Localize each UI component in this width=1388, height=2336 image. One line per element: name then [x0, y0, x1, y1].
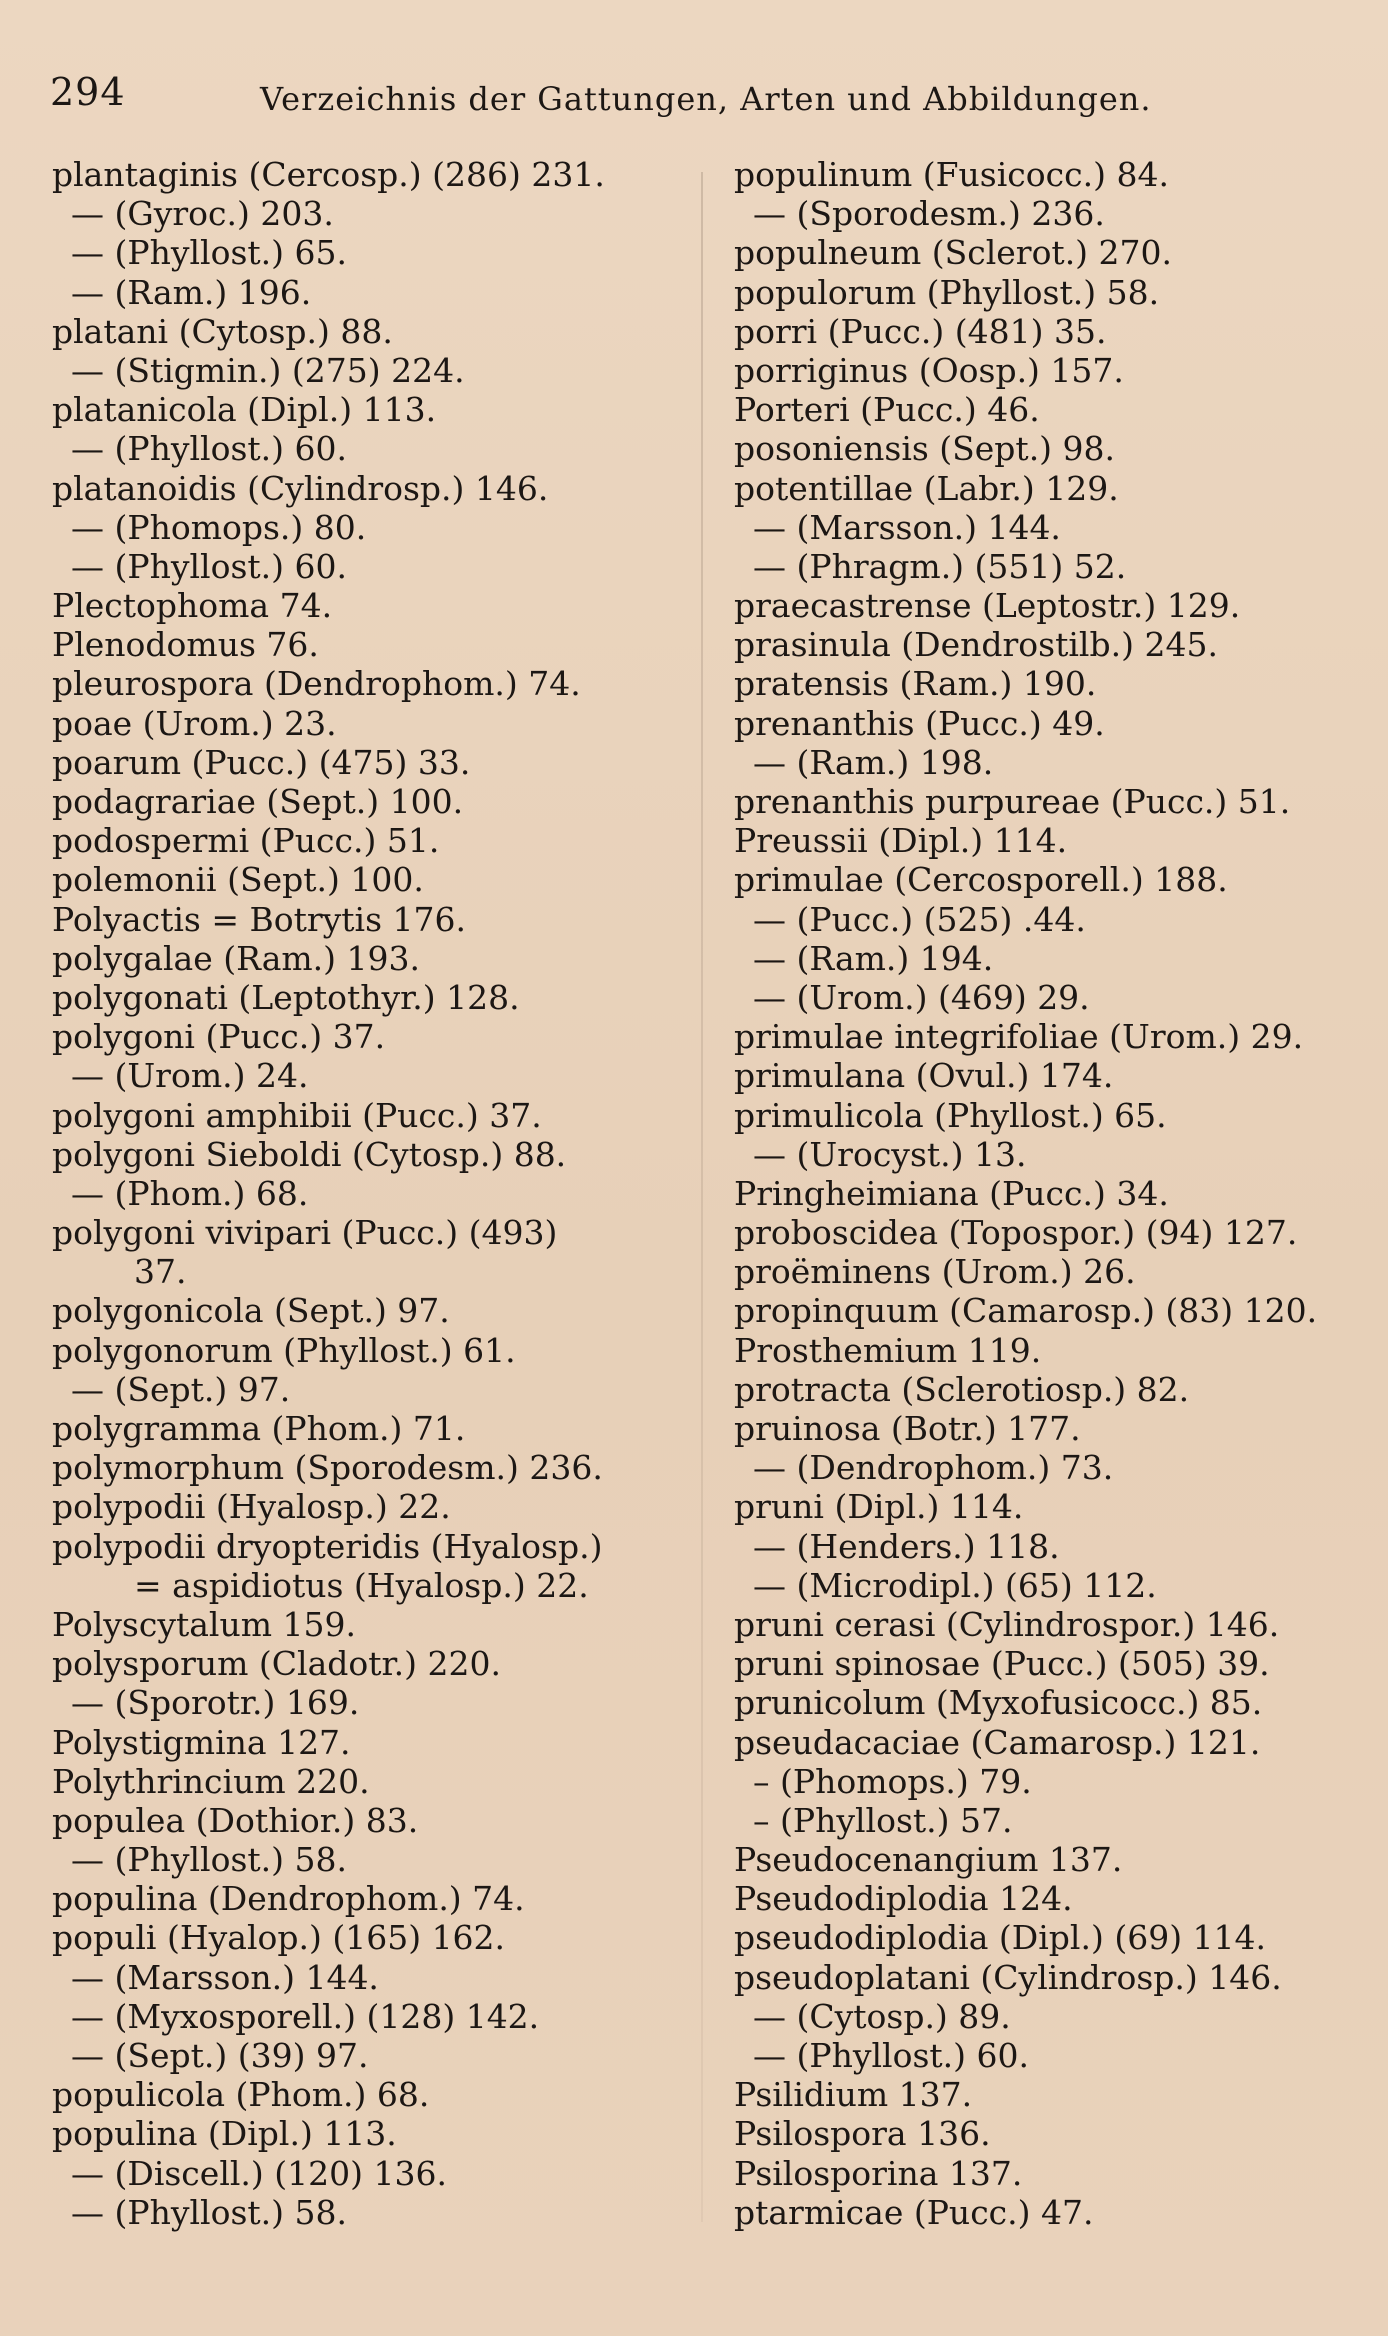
index-entry: Plectophoma 74. [52, 586, 333, 626]
index-entry: — (Henders.) 118. [753, 1526, 1060, 1566]
index-entry: pruni spinosae (Pucc.) (505) 39. [734, 1644, 1270, 1684]
index-entry: Preussii (Dipl.) 114. [734, 821, 1068, 861]
index-entry: populinum (Fusicocc.) 84. [734, 155, 1169, 194]
index-entry: — (Sporodesm.) 236. [753, 194, 1105, 234]
index-column-left [52, 155, 692, 2232]
index-entry: podagrariae (Sept.) 100. [52, 782, 464, 821]
index-entry: pruni cerasi (Cylindrospor.) 146. [734, 1604, 1280, 1644]
index-entry: — (Marsson.) 144. [71, 1957, 379, 1997]
index-entry: – (Phomops.) 79. [753, 1761, 1032, 1801]
index-entry: Polystigmina 127. [52, 1722, 351, 1762]
index-entry: — (Gyroc.) 203. [71, 194, 334, 234]
index-entry: — (Sept.) 97. [71, 1369, 291, 1409]
index-entry: posoniensis (Sept.) 98. [734, 429, 1116, 469]
index-entry: prasinula (Dendrostilb.) 245. [734, 625, 1218, 665]
index-entry: Pringheimiana (Pucc.) 34. [734, 1173, 1169, 1213]
index-entry: prunicolum (Myxofusicocc.) 85. [734, 1683, 1263, 1723]
index-entry: populneum (Sclerot.) 270. [734, 233, 1173, 273]
index-entry: Psilidium 137. [734, 2075, 973, 2115]
index-entry: polypodii (Hyalosp.) 22. [52, 1487, 451, 1527]
index-entry: — (Phyllost.) 65. [71, 233, 347, 273]
index-entry: platanoidis (Cylindrosp.) 146. [52, 468, 549, 508]
index-entry: potentillae (Labr.) 129. [734, 468, 1119, 508]
index-entry: — (Sporotr.) 169. [71, 1683, 360, 1723]
index-entry: poae (Urom.) 23. [52, 703, 337, 743]
index-entry: primulana (Ovul.) 174. [734, 1056, 1114, 1096]
index-entry: polysporum (Cladotr.) 220. [52, 1644, 502, 1684]
index-entry: plantaginis (Cercosp.) (286) 231. [52, 155, 605, 194]
index-entry: propinquum (Camarosp.) (83) 120. [734, 1291, 1318, 1331]
index-entry: Porteri (Pucc.) 46. [734, 390, 1040, 430]
index-entry: — (Phyllost.) 60. [71, 546, 347, 586]
index-entry: prenanthis purpureae (Pucc.) 51. [734, 782, 1291, 821]
index-entry: — (Stigmin.) (275) 224. [71, 350, 465, 390]
index-entry: primulae integrifoliae (Urom.) 29. [734, 1017, 1304, 1057]
index-entry: polygalae (Ram.) 193. [52, 938, 421, 978]
index-entry: Plenodomus 76. [52, 625, 319, 665]
index-entry: Prosthemium 119. [734, 1330, 1042, 1370]
index-entry: polygonorum (Phyllost.) 61. [52, 1330, 516, 1370]
index-entry: polygonati (Leptothyr.) 128. [52, 977, 520, 1017]
column-divider [701, 172, 703, 2222]
index-column-right [734, 155, 1354, 2232]
index-entry: — (Phyllost.) 60. [753, 2036, 1029, 2075]
index-entry: Polythrincium 220. [52, 1761, 370, 1801]
index-entry: populina (Dendrophom.) 74. [52, 1879, 525, 1919]
index-entry: Polyscytalum 159. [52, 1604, 356, 1644]
index-entry: polygoni amphibii (Pucc.) 37. [52, 1095, 542, 1135]
index-entry: protracta (Sclerotiosp.) 82. [734, 1369, 1190, 1409]
index-entry: praecastrense (Leptostr.) 129. [734, 586, 1241, 626]
index-entry: platani (Cytosp.) 88. [52, 311, 393, 351]
index-entry: polygramma (Phom.) 71. [52, 1409, 466, 1448]
index-entry: — (Phyllost.) 58. [71, 2192, 347, 2232]
index-entry: proboscidea (Topospor.) (94) 127. [734, 1213, 1298, 1253]
index-entry: populi (Hyalop.) (165) 162. [52, 1918, 506, 1958]
index-entry: porri (Pucc.) (481) 35. [734, 311, 1107, 351]
index-entry: porriginus (Oosp.) 157. [734, 350, 1124, 390]
index-entry: Polyactis = Botrytis 176. [52, 899, 466, 939]
index-entry: Pseudodiplodia 124. [734, 1879, 1073, 1919]
index-entry: polemonii (Sept.) 100. [52, 860, 424, 900]
index-entry: — (Urocyst.) 13. [753, 1134, 1027, 1174]
index-entry: — (Myxosporell.) (128) 142. [71, 1996, 540, 2036]
running-title: Verzeichnis der Gattungen, Arten und Abbildungen. [260, 80, 1152, 118]
index-entry: populorum (Phyllost.) 58. [734, 272, 1160, 312]
index-entry: — (Discell.) (120) 136. [71, 2153, 447, 2193]
index-entry: Psilosporina 137. [734, 2153, 1023, 2193]
index-entry: — (Urom.) 24. [71, 1056, 309, 1096]
page-header [50, 70, 1340, 130]
index-entry: primulicola (Phyllost.) 65. [734, 1095, 1167, 1135]
index-entry: podospermi (Pucc.) 51. [52, 821, 440, 861]
index-entry: — (Phom.) 68. [71, 1173, 309, 1213]
index-entry: populina (Dipl.) 113. [52, 2114, 397, 2154]
index-entry: polygoni Sieboldi (Cytosp.) 88. [52, 1134, 567, 1174]
index-entry: polymorphum (Sporodesm.) 236. [52, 1448, 603, 1488]
index-entry: — (Phragm.) (551) 52. [753, 546, 1127, 586]
index-entry: — (Microdipl.) (65) 112. [753, 1565, 1157, 1605]
index-entry: populea (Dothior.) 83. [52, 1800, 419, 1840]
index-entry: pruinosa (Botr.) 177. [734, 1409, 1081, 1448]
index-entry: Psilospora 136. [734, 2114, 991, 2154]
index-entry: polygonicola (Sept.) 97. [52, 1291, 450, 1331]
index-entry: pratensis (Ram.) 190. [734, 664, 1097, 704]
index-entry: — (Marsson.) 144. [753, 507, 1061, 547]
index-entry: proëminens (Urom.) 26. [734, 1252, 1136, 1292]
index-entry: — (Sept.) (39) 97. [71, 2036, 369, 2075]
page-number: 294 [50, 70, 126, 114]
index-entry: Pseudocenangium 137. [734, 1840, 1123, 1880]
index-entry: polygoni (Pucc.) 37. [52, 1017, 386, 1057]
index-entry: polygoni vivipari (Pucc.) (493) [52, 1213, 558, 1253]
index-entry: — (Dendrophom.) 73. [753, 1448, 1114, 1488]
index-entry: prenanthis (Pucc.) 49. [734, 703, 1105, 743]
index-entry: = aspidiotus (Hyalosp.) 22. [134, 1565, 589, 1605]
index-entry: — (Urom.) (469) 29. [753, 977, 1090, 1017]
index-entry: pseudodiplodia (Dipl.) (69) 114. [734, 1918, 1267, 1958]
index-entry: pleurospora (Dendrophom.) 74. [52, 664, 581, 704]
index-entry: — (Phyllost.) 58. [71, 1840, 347, 1880]
index-entry: primulae (Cercosporell.) 188. [734, 860, 1228, 900]
index-entry: — (Ram.) 196. [71, 272, 312, 312]
index-entry: populicola (Phom.) 68. [52, 2075, 430, 2115]
index-entry: — (Cytosp.) 89. [753, 1996, 1011, 2036]
index-entry: platanicola (Dipl.) 113. [52, 390, 437, 430]
index-entry: — (Phomops.) 80. [71, 507, 367, 547]
index-entry: 37. [134, 1252, 187, 1292]
index-entry: polypodii dryopteridis (Hyalosp.) [52, 1526, 603, 1566]
index-entry: pruni (Dipl.) 114. [734, 1487, 1024, 1527]
index-entry: ptarmicae (Pucc.) 47. [734, 2192, 1094, 2232]
index-entry: — (Phyllost.) 60. [71, 429, 347, 469]
index-entry: — (Ram.) 198. [753, 742, 994, 782]
index-entry: – (Phyllost.) 57. [753, 1800, 1013, 1840]
index-entry: — (Ram.) 194. [753, 938, 994, 978]
index-entry: — (Pucc.) (525) .44. [753, 899, 1086, 939]
index-entry: pseudoplatani (Cylindrosp.) 146. [734, 1957, 1282, 1997]
index-entry: pseudacaciae (Camarosp.) 121. [734, 1722, 1261, 1762]
index-entry: poarum (Pucc.) (475) 33. [52, 742, 471, 782]
